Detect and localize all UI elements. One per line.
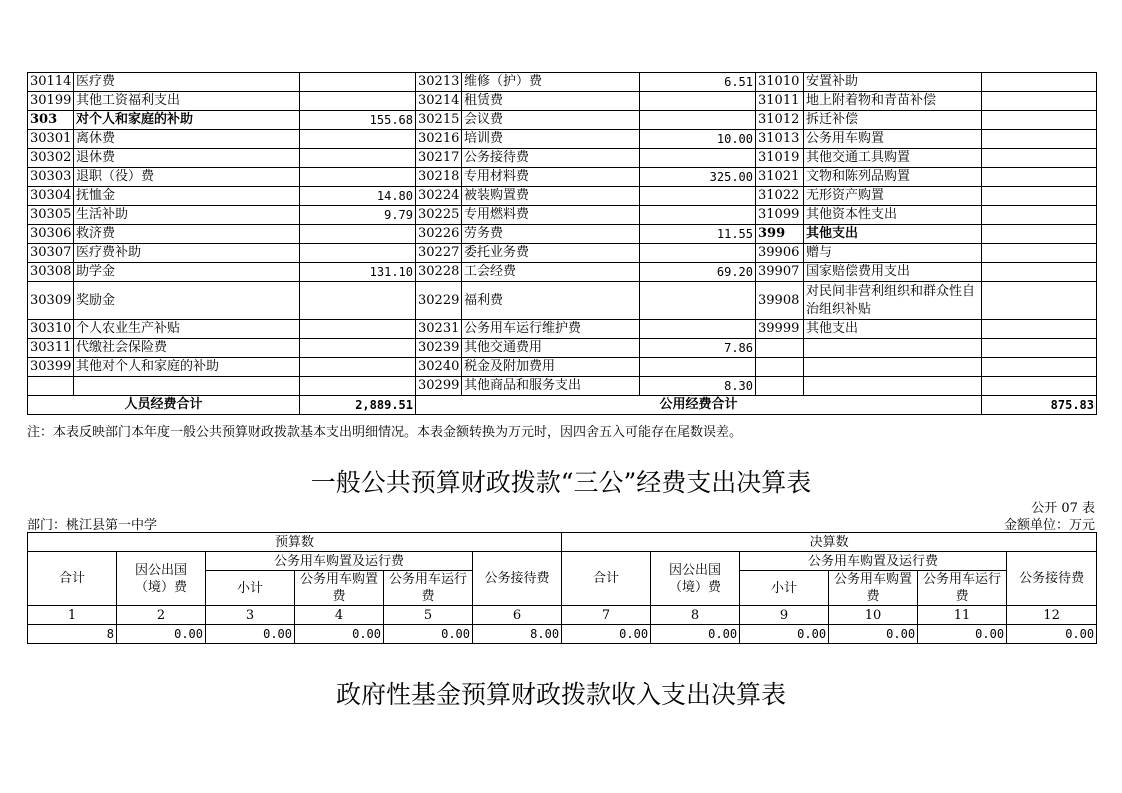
value-cell: 0.00 <box>562 625 651 644</box>
code-cell: 39907 <box>756 263 804 282</box>
col-reception: 公务接待费 <box>1007 552 1097 606</box>
code-cell: 303 <box>28 111 74 130</box>
table-row <box>28 377 1097 396</box>
code-cell: 39999 <box>756 320 804 339</box>
item-name-cell <box>804 358 982 377</box>
amount-cell <box>982 263 1097 282</box>
item-name-cell: 委托业务费 <box>462 244 640 263</box>
amount-cell <box>982 282 1097 320</box>
code-cell: 30225 <box>416 206 462 225</box>
amount-cell <box>982 111 1097 130</box>
code-cell: 31019 <box>756 149 804 168</box>
column-number-cell: 9 <box>740 606 829 625</box>
item-name-cell: 公务用车运行维护费 <box>462 320 640 339</box>
col-subtotal: 小计 <box>740 571 829 606</box>
amount-cell <box>640 244 756 263</box>
code-cell <box>28 377 74 396</box>
code-cell: 30114 <box>28 73 74 92</box>
final-header: 决算数 <box>562 533 1097 552</box>
code-cell: 30213 <box>416 73 462 92</box>
code-cell: 30399 <box>28 358 74 377</box>
col-vehicle: 公务用车购置及运行费 <box>206 552 473 571</box>
amount-cell <box>982 339 1097 358</box>
amount-cell <box>982 206 1097 225</box>
code-cell: 30308 <box>28 263 74 282</box>
item-name-cell: 安置补助 <box>804 73 982 92</box>
col-abroad: 因公出国（境）费 <box>651 552 740 606</box>
fund-table-title: 政府性基金预算财政拨款收入支出决算表 <box>335 680 786 709</box>
amount-cell <box>300 339 416 358</box>
value-cell: 0.00 <box>117 625 206 644</box>
item-name-cell: 救济费 <box>74 225 300 244</box>
amount-cell <box>300 358 416 377</box>
column-number-cell: 8 <box>651 606 740 625</box>
code-cell: 30228 <box>416 263 462 282</box>
value-cell: 8 <box>28 625 117 644</box>
code-cell: 30218 <box>416 168 462 187</box>
amount-cell: 11.55 <box>640 225 756 244</box>
three-public-title: 一般公共预算财政拨款“三公”经费支出决算表 <box>310 468 812 497</box>
item-name-cell: 维修（护）费 <box>462 73 640 92</box>
code-cell: 30307 <box>28 244 74 263</box>
code-cell <box>756 377 804 396</box>
column-number-cell: 10 <box>829 606 918 625</box>
item-name-cell: 公务接待费 <box>462 149 640 168</box>
column-number-cell: 11 <box>918 606 1007 625</box>
table-row <box>28 92 1097 111</box>
code-cell: 30310 <box>28 320 74 339</box>
table-row <box>28 149 1097 168</box>
amount-cell: 155.68 <box>300 111 416 130</box>
amount-cell <box>300 168 416 187</box>
amount-cell <box>982 225 1097 244</box>
budget-header: 预算数 <box>28 533 562 552</box>
item-name-cell: 医疗费补助 <box>74 244 300 263</box>
code-cell: 31013 <box>756 130 804 149</box>
item-name-cell: 其他交通费用 <box>462 339 640 358</box>
value-cell: 0.00 <box>829 625 918 644</box>
col-subtotal: 小计 <box>206 571 295 606</box>
amount-cell <box>982 73 1097 92</box>
value-cell: 0.00 <box>295 625 384 644</box>
amount-cell: 14.80 <box>300 187 416 206</box>
code-cell: 31022 <box>756 187 804 206</box>
column-number-cell: 6 <box>473 606 562 625</box>
col-operation: 公务用车运行费 <box>918 571 1007 606</box>
table-row <box>28 130 1097 149</box>
item-name-cell: 助学金 <box>74 263 300 282</box>
amount-cell <box>982 358 1097 377</box>
code-cell: 30309 <box>28 282 74 320</box>
table-row <box>28 339 1097 358</box>
amount-cell <box>640 320 756 339</box>
item-name-cell: 专用材料费 <box>462 168 640 187</box>
item-name-cell: 个人农业生产补贴 <box>74 320 300 339</box>
item-name-cell: 税金及附加费用 <box>462 358 640 377</box>
code-cell: 30299 <box>416 377 462 396</box>
item-name-cell: 赠与 <box>804 244 982 263</box>
code-cell: 30306 <box>28 225 74 244</box>
amount-cell <box>640 206 756 225</box>
item-name-cell: 文物和陈列品购置 <box>804 168 982 187</box>
code-cell: 30301 <box>28 130 74 149</box>
amount-cell <box>982 244 1097 263</box>
amount-cell <box>982 187 1097 206</box>
code-cell <box>756 339 804 358</box>
item-name-cell: 专用燃料费 <box>462 206 640 225</box>
amount-cell <box>640 358 756 377</box>
code-cell: 30303 <box>28 168 74 187</box>
totals-row <box>28 396 1097 415</box>
column-number-cell: 5 <box>384 606 473 625</box>
column-number-cell: 4 <box>295 606 384 625</box>
amount-cell: 6.51 <box>640 73 756 92</box>
public-total-value: 875.83 <box>982 396 1097 415</box>
table-row <box>28 187 1097 206</box>
item-name-cell: 拆迁补偿 <box>804 111 982 130</box>
col-purchase: 公务用车购置费 <box>829 571 918 606</box>
table-number: 公开 07 表 <box>1031 501 1095 516</box>
value-cell: 0.00 <box>1007 625 1097 644</box>
amount-cell: 325.00 <box>640 168 756 187</box>
item-name-cell: 劳务费 <box>462 225 640 244</box>
item-name-cell: 工会经费 <box>462 263 640 282</box>
item-name-cell: 地上附着物和青苗补偿 <box>804 92 982 111</box>
code-cell: 30305 <box>28 206 74 225</box>
table-row <box>28 263 1097 282</box>
table-row <box>28 168 1097 187</box>
item-name-cell: 培训费 <box>462 130 640 149</box>
item-name-cell: 其他支出 <box>804 320 982 339</box>
public-total-label: 公用经费合计 <box>416 396 982 415</box>
code-cell: 30239 <box>416 339 462 358</box>
three-public-table <box>27 532 1097 644</box>
code-cell: 31010 <box>756 73 804 92</box>
code-cell: 30311 <box>28 339 74 358</box>
item-name-cell: 对个人和家庭的补助 <box>74 111 300 130</box>
personnel-total-value: 2,889.51 <box>300 396 416 415</box>
col-purchase: 公务用车购置费 <box>295 571 384 606</box>
amount-cell <box>982 320 1097 339</box>
item-name-cell: 其他商品和服务支出 <box>462 377 640 396</box>
item-name-cell: 公务用车购置 <box>804 130 982 149</box>
item-name-cell: 国家赔偿费用支出 <box>804 263 982 282</box>
table-row <box>28 244 1097 263</box>
table-row <box>28 73 1097 92</box>
amount-cell <box>982 92 1097 111</box>
item-name-cell: 租赁费 <box>462 92 640 111</box>
value-cell: 0.00 <box>384 625 473 644</box>
code-cell: 30302 <box>28 149 74 168</box>
code-cell: 30215 <box>416 111 462 130</box>
amount-cell <box>300 225 416 244</box>
amount-cell <box>300 282 416 320</box>
table-row <box>28 282 1097 320</box>
item-name-cell: 抚恤金 <box>74 187 300 206</box>
amount-cell <box>640 187 756 206</box>
code-cell: 30231 <box>416 320 462 339</box>
col-operation: 公务用车运行费 <box>384 571 473 606</box>
amount-cell <box>300 73 416 92</box>
table-row <box>28 358 1097 377</box>
code-cell: 31011 <box>756 92 804 111</box>
code-cell: 30199 <box>28 92 74 111</box>
amount-cell <box>982 149 1097 168</box>
column-number-cell: 12 <box>1007 606 1097 625</box>
item-name-cell: 退职（役）费 <box>74 168 300 187</box>
column-number-cell: 1 <box>28 606 117 625</box>
code-cell: 30226 <box>416 225 462 244</box>
amount-cell: 7.86 <box>640 339 756 358</box>
amount-cell <box>300 244 416 263</box>
item-name-cell: 退休费 <box>74 149 300 168</box>
personnel-total-label: 人员经费合计 <box>28 396 300 415</box>
code-cell <box>756 358 804 377</box>
amount-cell: 131.10 <box>300 263 416 282</box>
item-name-cell <box>804 377 982 396</box>
amount-cell <box>640 149 756 168</box>
amount-cell <box>640 92 756 111</box>
basic-expenditure-detail-table <box>27 72 1097 415</box>
code-cell: 30224 <box>416 187 462 206</box>
column-number-cell: 7 <box>562 606 651 625</box>
item-name-cell: 其他支出 <box>804 225 982 244</box>
item-name-cell: 其他工资福利支出 <box>74 92 300 111</box>
amount-cell <box>640 111 756 130</box>
value-cell: 0.00 <box>651 625 740 644</box>
amount-cell <box>982 377 1097 396</box>
code-cell: 31012 <box>756 111 804 130</box>
code-cell: 31099 <box>756 206 804 225</box>
amount-cell: 10.00 <box>640 130 756 149</box>
item-name-cell: 奖励金 <box>74 282 300 320</box>
code-cell: 30227 <box>416 244 462 263</box>
code-cell: 30214 <box>416 92 462 111</box>
column-number-cell: 3 <box>206 606 295 625</box>
item-name-cell: 其他交通工具购置 <box>804 149 982 168</box>
amount-cell <box>300 92 416 111</box>
amount-cell <box>300 377 416 396</box>
amount-cell <box>300 149 416 168</box>
table-note: 注：本表反映部门本年度一般公共预算财政拨款基本支出明细情况。本表金额转换为万元时，因四舍五入可能存在尾数误差。 <box>27 425 743 440</box>
item-name-cell: 医疗费 <box>74 73 300 92</box>
col-total: 合计 <box>28 552 117 606</box>
value-cell: 0.00 <box>918 625 1007 644</box>
item-name-cell: 福利费 <box>462 282 640 320</box>
unit-label: 金额单位：万元 <box>1003 518 1095 533</box>
code-cell: 399 <box>756 225 804 244</box>
amount-cell <box>300 130 416 149</box>
item-name-cell: 对民间非营利组织和群众性自治组织补贴 <box>804 282 982 320</box>
col-reception: 公务接待费 <box>473 552 562 606</box>
department-label: 部门：桃江县第一中学 <box>27 518 158 533</box>
col-total: 合计 <box>562 552 651 606</box>
column-number-cell: 2 <box>117 606 206 625</box>
code-cell: 30217 <box>416 149 462 168</box>
table-row <box>28 225 1097 244</box>
table-row <box>28 320 1097 339</box>
code-cell: 39908 <box>756 282 804 320</box>
item-name-cell: 代缴社会保险费 <box>74 339 300 358</box>
item-name-cell: 无形资产购置 <box>804 187 982 206</box>
table-row <box>28 206 1097 225</box>
amount-cell <box>640 282 756 320</box>
value-row <box>28 625 1097 644</box>
item-name-cell: 会议费 <box>462 111 640 130</box>
value-cell: 0.00 <box>206 625 295 644</box>
item-name-cell: 其他对个人和家庭的补助 <box>74 358 300 377</box>
code-cell: 30229 <box>416 282 462 320</box>
amount-cell: 69.20 <box>640 263 756 282</box>
item-name-cell <box>804 339 982 358</box>
item-name-cell: 生活补助 <box>74 206 300 225</box>
value-cell: 0.00 <box>740 625 829 644</box>
code-cell: 30216 <box>416 130 462 149</box>
item-name-cell: 其他资本性支出 <box>804 206 982 225</box>
code-cell: 30240 <box>416 358 462 377</box>
value-cell: 8.00 <box>473 625 562 644</box>
code-cell: 30304 <box>28 187 74 206</box>
item-name-cell: 被装购置费 <box>462 187 640 206</box>
amount-cell: 9.79 <box>300 206 416 225</box>
amount-cell <box>300 320 416 339</box>
amount-cell <box>982 130 1097 149</box>
column-number-row <box>28 606 1097 625</box>
code-cell: 31021 <box>756 168 804 187</box>
col-vehicle: 公务用车购置及运行费 <box>740 552 1007 571</box>
amount-cell: 8.30 <box>640 377 756 396</box>
amount-cell <box>982 168 1097 187</box>
item-name-cell <box>74 377 300 396</box>
code-cell: 39906 <box>756 244 804 263</box>
table-row <box>28 111 1097 130</box>
col-abroad: 因公出国（境）费 <box>117 552 206 606</box>
item-name-cell: 离休费 <box>74 130 300 149</box>
